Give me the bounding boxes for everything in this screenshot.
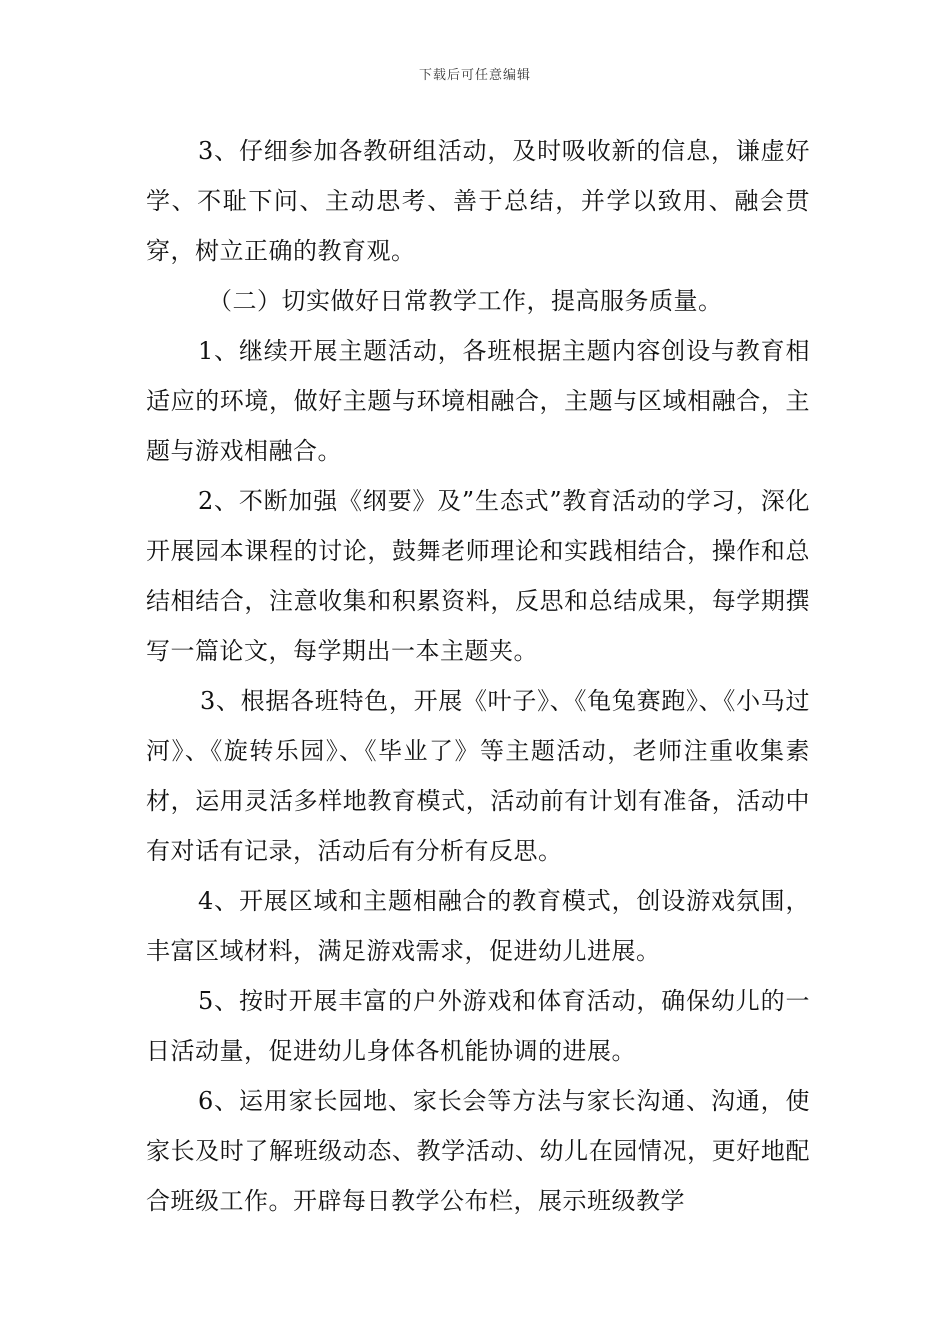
document-body (146, 126, 810, 1226)
paragraph-item-3-study: 3、仔细参加各教研组活动，及时吸收新的信息，谦虚好学、不耻下问、主动思考、善于总结，并学以致用、融会贯穿，树立正确的教育观。 (146, 137, 810, 265)
paragraph-item-5-outdoor: 5、按时开展丰富的户外游戏和体育活动，确保幼儿的一日活动量，促进幼儿身体各机能协调的进展。 (146, 987, 810, 1065)
paragraph-item-4-area: 4、开展区域和主题相融合的教育模式，创设游戏氛围，丰富区域材料，满足游戏需求，促进幼儿进展。 (146, 887, 810, 965)
paragraph-item-1-theme: 1、继续开展主题活动，各班根据主题内容创设与教育相适应的环境，做好主题与环境相融合，主题与区域相融合，主题与游戏相融合。 (146, 337, 810, 465)
page-header-note: 下载后可任意编辑 (418, 68, 531, 83)
paragraph-item-2-outline: 2、不断加强《纲要》及”生态式”教育活动的学习，深化开展园本课程的讨论，鼓舞老师理论和实践相结合，操作和总结相结合，注意收集和积累资料，反思和总结成果，每学期撰写一篇论文，每学期出一本主题夹。 (146, 487, 810, 665)
section-heading-daily-teaching: （二）切实做好日常教学工作，提高服务质量。 (208, 287, 723, 315)
paragraph-item-3-class-features: 3、根据各班特色，开展《叶子》、《龟兔赛跑》、《小马过河》、《旋转乐园》、《毕业了》等主题活动，老师注重收集素材，运用灵活多样地教育模式，活动前有计划有准备，活动中有对话有记录，活动后有分析有反思。 (146, 687, 810, 865)
paragraph-item-6-parents: 6、运用家长园地、家长会等方法与家长沟通、沟通，使家长及时了解班级动态、教学活动、幼儿在园情况，更好地配合班级工作。开辟每日教学公布栏，展示班级教学 (146, 1087, 810, 1215)
